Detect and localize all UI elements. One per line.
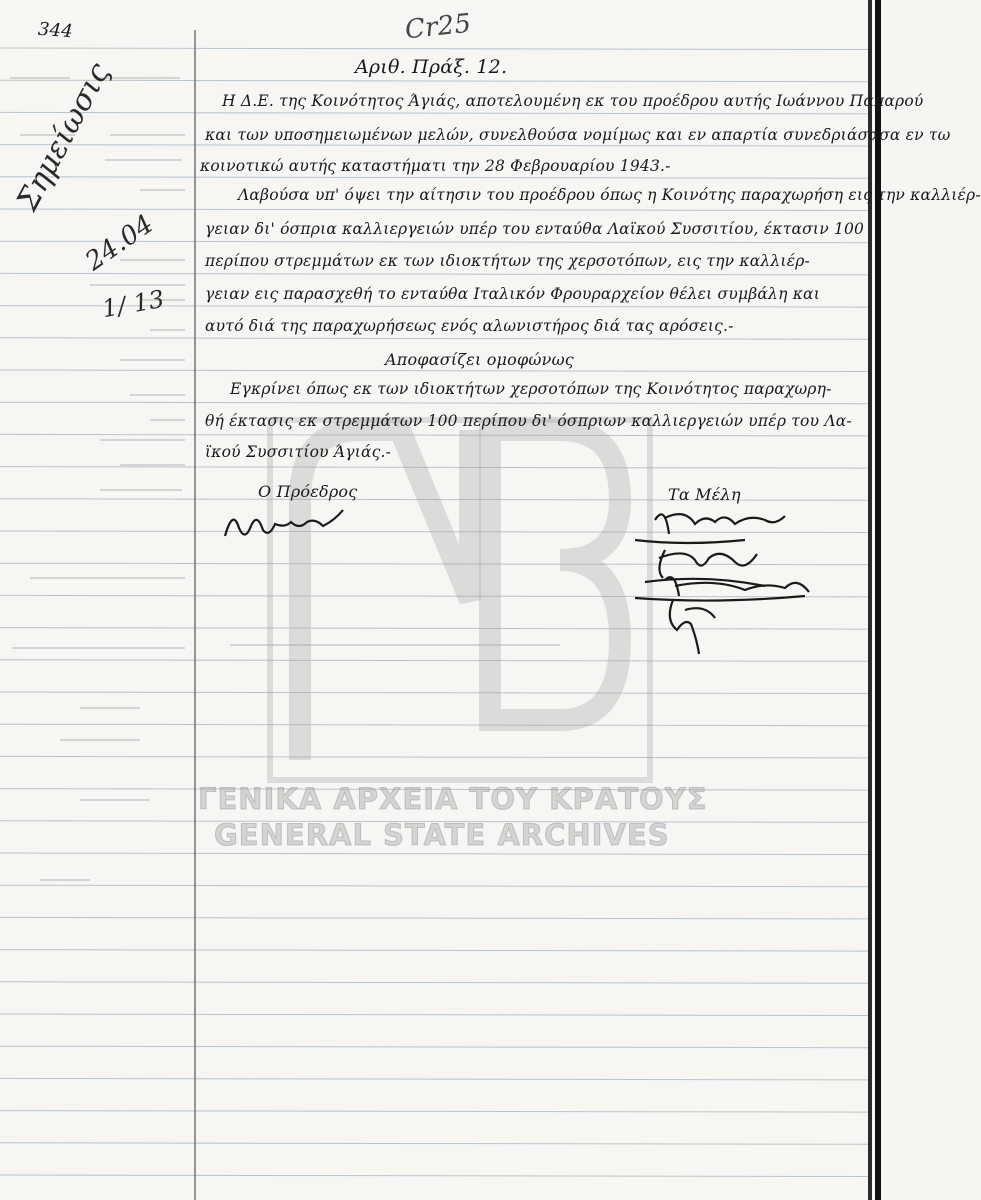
- corner-mark: Cr25: [403, 8, 473, 46]
- ruled-line: [0, 982, 868, 984]
- ruled-line: [0, 273, 868, 275]
- ruled-line: [0, 756, 868, 758]
- decision-line: ϊκού Συσσιτίου Άγιάς.-: [205, 443, 392, 461]
- body-line: περίπου στρεμμάτων εκ των ιδιοκτήτων της χερσοτόπων, εις την καλλιέρ-: [205, 252, 810, 270]
- ruled-line: [0, 660, 868, 662]
- decision-line: θή έκτασις εκ στρεμμάτων 100 περίπου δι' όσπριων καλλιεργειών υπέρ του Λα-: [205, 412, 852, 430]
- ruled-line: [0, 724, 868, 726]
- ruled-line: [0, 338, 868, 340]
- ruled-line: [0, 1143, 868, 1145]
- watermark-english: GENERAL STATE ARCHIVES: [214, 818, 670, 852]
- ruled-line: [0, 853, 868, 855]
- ruled-line: [0, 1175, 868, 1177]
- president-signature: [215, 498, 355, 548]
- president-label: Ο Πρόεδρος: [258, 482, 358, 501]
- body-line: Λαβούσα υπ' όψει την αίτησιν του προέδρου όπως η Κοινότης παραχωρήση εις την καλλιέρ-: [238, 186, 981, 204]
- watermark-greek: ΓΕΝΙΚΑ ΑΡΧΕΙΑ ΤΟΥ ΚΡΑΤΟΥΣ: [198, 782, 708, 816]
- ruled-line: [0, 209, 868, 211]
- body-line: γειαν δι' όσπρια καλλιεργειών υπέρ του ενταύθα Λαϊκού Συσσιτίου, έκτασιν 100: [205, 220, 865, 238]
- ruled-line: [0, 885, 868, 887]
- ruled-line: [0, 434, 868, 436]
- ruled-line: [0, 917, 868, 919]
- margin-note-number: 24.04: [80, 209, 160, 277]
- body-line: και των υποσημειωμένων μελών, συνελθούσα νομίμως και εν απαρτία συνεδριάσασα εν τω: [205, 126, 951, 144]
- ruled-line: [0, 48, 868, 50]
- ruled-line: [0, 1014, 868, 1016]
- ruled-line: [0, 80, 868, 82]
- ruled-line: [0, 1046, 868, 1048]
- ruled-line: [0, 370, 868, 372]
- ruled-line: [0, 1078, 868, 1080]
- ruled-line: [0, 145, 868, 147]
- ruled-line: [0, 467, 868, 469]
- body-line: Η Δ.Ε. της Κοινότητος Άγιάς, αποτελουμένη εκ του προέδρου αυτής Ιωάννου Παπαρού: [222, 92, 924, 110]
- margin-note-vertical: Σημείωσις: [10, 57, 117, 217]
- ruled-line: [0, 692, 868, 694]
- decision-heading: Αποφασίζει ομοφώνως: [385, 350, 574, 369]
- body-line: κοινοτικώ αυτής καταστήματι την 28 Φεβρουαρίου 1943.-: [200, 157, 671, 175]
- margin-note-fraction: 1/ 13: [100, 284, 167, 324]
- page-number: 344: [37, 18, 74, 43]
- ruled-line: [0, 1111, 868, 1113]
- member-signatures: [625, 500, 825, 660]
- act-number-heading: Αριθ. Πράξ. 12.: [355, 56, 508, 78]
- ruled-line: [0, 112, 868, 114]
- body-line: γειαν εις παρασχεθή το ενταύθα Ιταλικόν Φρουραρχείον θέλει συμβάλη και: [205, 285, 821, 303]
- ruled-line: [0, 177, 868, 179]
- members-label: Τα Μέλη: [668, 485, 741, 504]
- ruled-line: [0, 402, 868, 404]
- ruled-line: [0, 950, 868, 952]
- body-line: αυτό διά της παραχωρήσεως ενός αλωνιστήρος διά τας αρόσεις.-: [205, 317, 734, 335]
- decision-line: Εγκρίνει όπως εκ των ιδιοκτήτων χερσοτόπων της Κοινότητος παραχωρη-: [230, 380, 832, 398]
